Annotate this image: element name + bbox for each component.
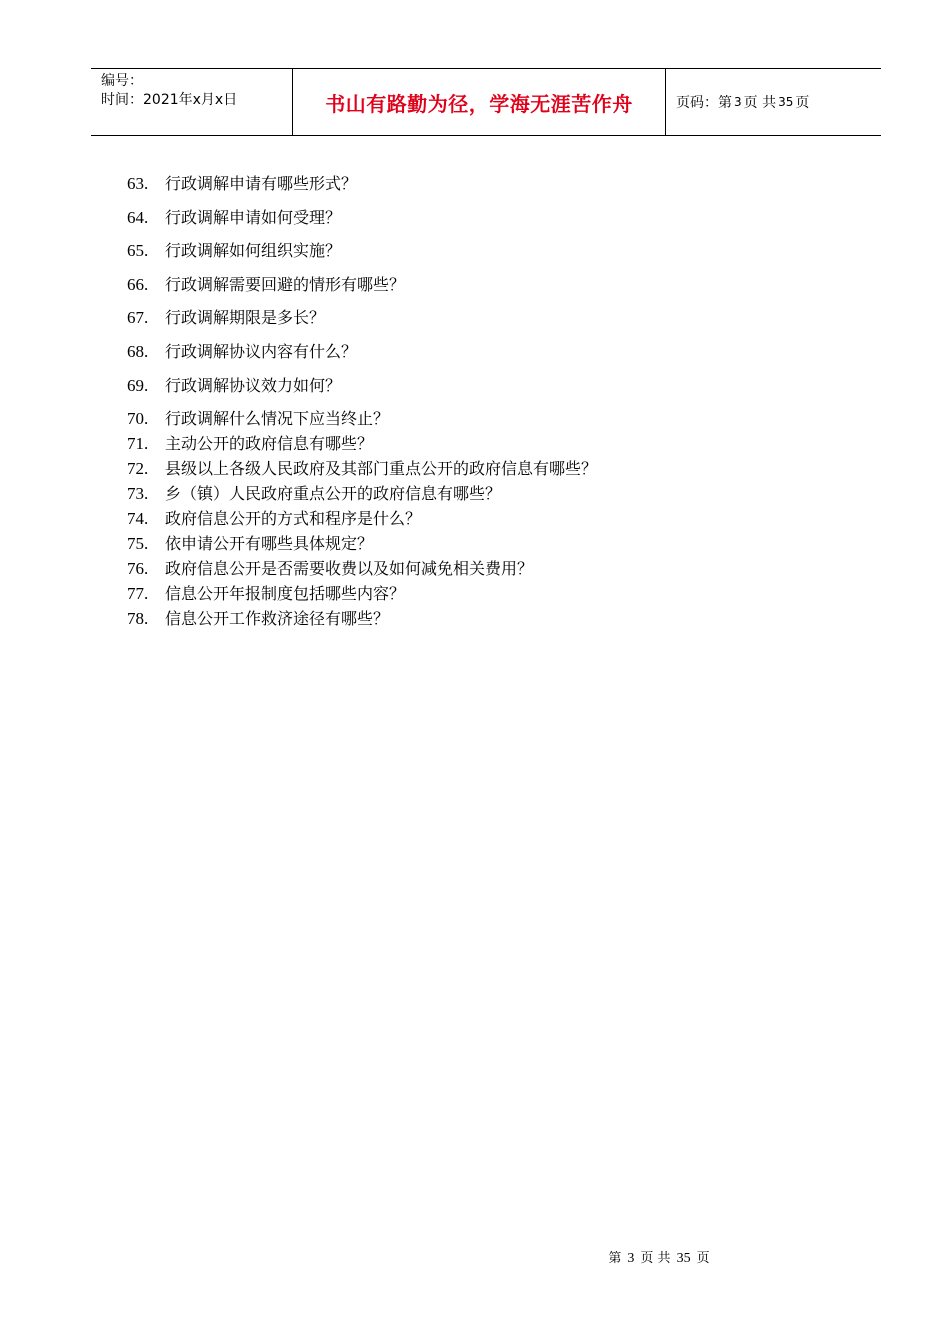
footer-mid: 页 共	[640, 1251, 671, 1266]
header-page-suffix: 页	[795, 95, 810, 111]
list-item	[127, 507, 597, 532]
question-number: 77.	[127, 584, 149, 604]
footer-page-number: 3	[627, 1251, 635, 1266]
header-page-total: 35	[778, 95, 794, 109]
list-item	[127, 239, 597, 273]
question-number: 70.	[127, 409, 149, 429]
list-item	[127, 557, 597, 582]
list-item	[127, 206, 597, 240]
header-page-number: 3	[734, 95, 742, 109]
question-number: 66.	[127, 274, 149, 294]
question-number: 74.	[127, 509, 149, 529]
question-text: 行政调解申请如何受理？	[165, 207, 342, 227]
list-item	[127, 457, 597, 482]
question-number: 71.	[127, 434, 149, 454]
question-number: 65.	[127, 241, 149, 261]
list-item	[127, 374, 597, 408]
question-text: 县级以上各级人民政府及其部门重点公开的政府信息有哪些？	[165, 459, 598, 479]
question-text: 政府信息公开是否需要收费以及如何减免相关费用？	[165, 559, 534, 579]
list-item	[127, 582, 597, 607]
list-item	[127, 340, 597, 374]
page-footer	[0, 1247, 950, 1267]
header-meta	[91, 69, 293, 135]
question-list	[127, 172, 597, 632]
question-number: 75.	[127, 534, 149, 554]
list-item	[127, 432, 597, 457]
footer-prefix: 第	[608, 1251, 622, 1266]
header-page-info	[666, 69, 881, 135]
document-time: 时间：2021年x月x日	[101, 92, 238, 108]
question-text: 行政调解需要回避的情形有哪些？	[165, 274, 406, 294]
question-number: 78.	[127, 609, 149, 629]
document-number-label: 编号：	[101, 73, 143, 89]
list-item	[127, 482, 597, 507]
footer-page-total: 35	[676, 1251, 691, 1266]
footer-suffix: 页	[696, 1251, 710, 1266]
list-item	[127, 273, 597, 307]
question-text: 信息公开工作救济途径有哪些？	[165, 609, 390, 629]
question-text: 行政调解什么情况下应当终止？	[165, 409, 390, 429]
question-number: 69.	[127, 375, 149, 395]
page-header	[91, 68, 881, 136]
question-text: 主动公开的政府信息有哪些？	[165, 434, 374, 454]
question-text: 行政调解协议内容有什么？	[165, 341, 358, 361]
list-item	[127, 306, 597, 340]
list-item	[127, 407, 597, 432]
list-item	[127, 532, 597, 557]
question-number: 68.	[127, 341, 149, 361]
question-number: 73.	[127, 484, 149, 504]
question-number: 67.	[127, 308, 149, 328]
list-item	[127, 172, 597, 206]
question-text: 行政调解申请有哪些形式？	[165, 174, 358, 193]
header-page-prefix: 页码：第	[676, 95, 732, 111]
question-number: 63.	[127, 174, 149, 193]
header-page-mid: 页 共	[743, 95, 777, 111]
question-number: 72.	[127, 459, 149, 479]
question-text: 行政调解期限是多长？	[165, 308, 326, 328]
question-text: 政府信息公开的方式和程序是什么？	[165, 509, 422, 529]
header-motto: 书山有路勤为径，学海无涯苦作舟	[293, 69, 666, 135]
question-text: 信息公开年报制度包括哪些内容？	[165, 584, 406, 604]
question-number: 64.	[127, 207, 149, 227]
list-item	[127, 607, 597, 632]
question-text: 乡（镇）人民政府重点公开的政府信息有哪些？	[165, 484, 502, 504]
question-text: 依申请公开有哪些具体规定？	[165, 534, 374, 554]
question-text: 行政调解协议效力如何？	[165, 375, 342, 395]
question-number: 76.	[127, 559, 149, 579]
question-text: 行政调解如何组织实施？	[165, 241, 342, 261]
